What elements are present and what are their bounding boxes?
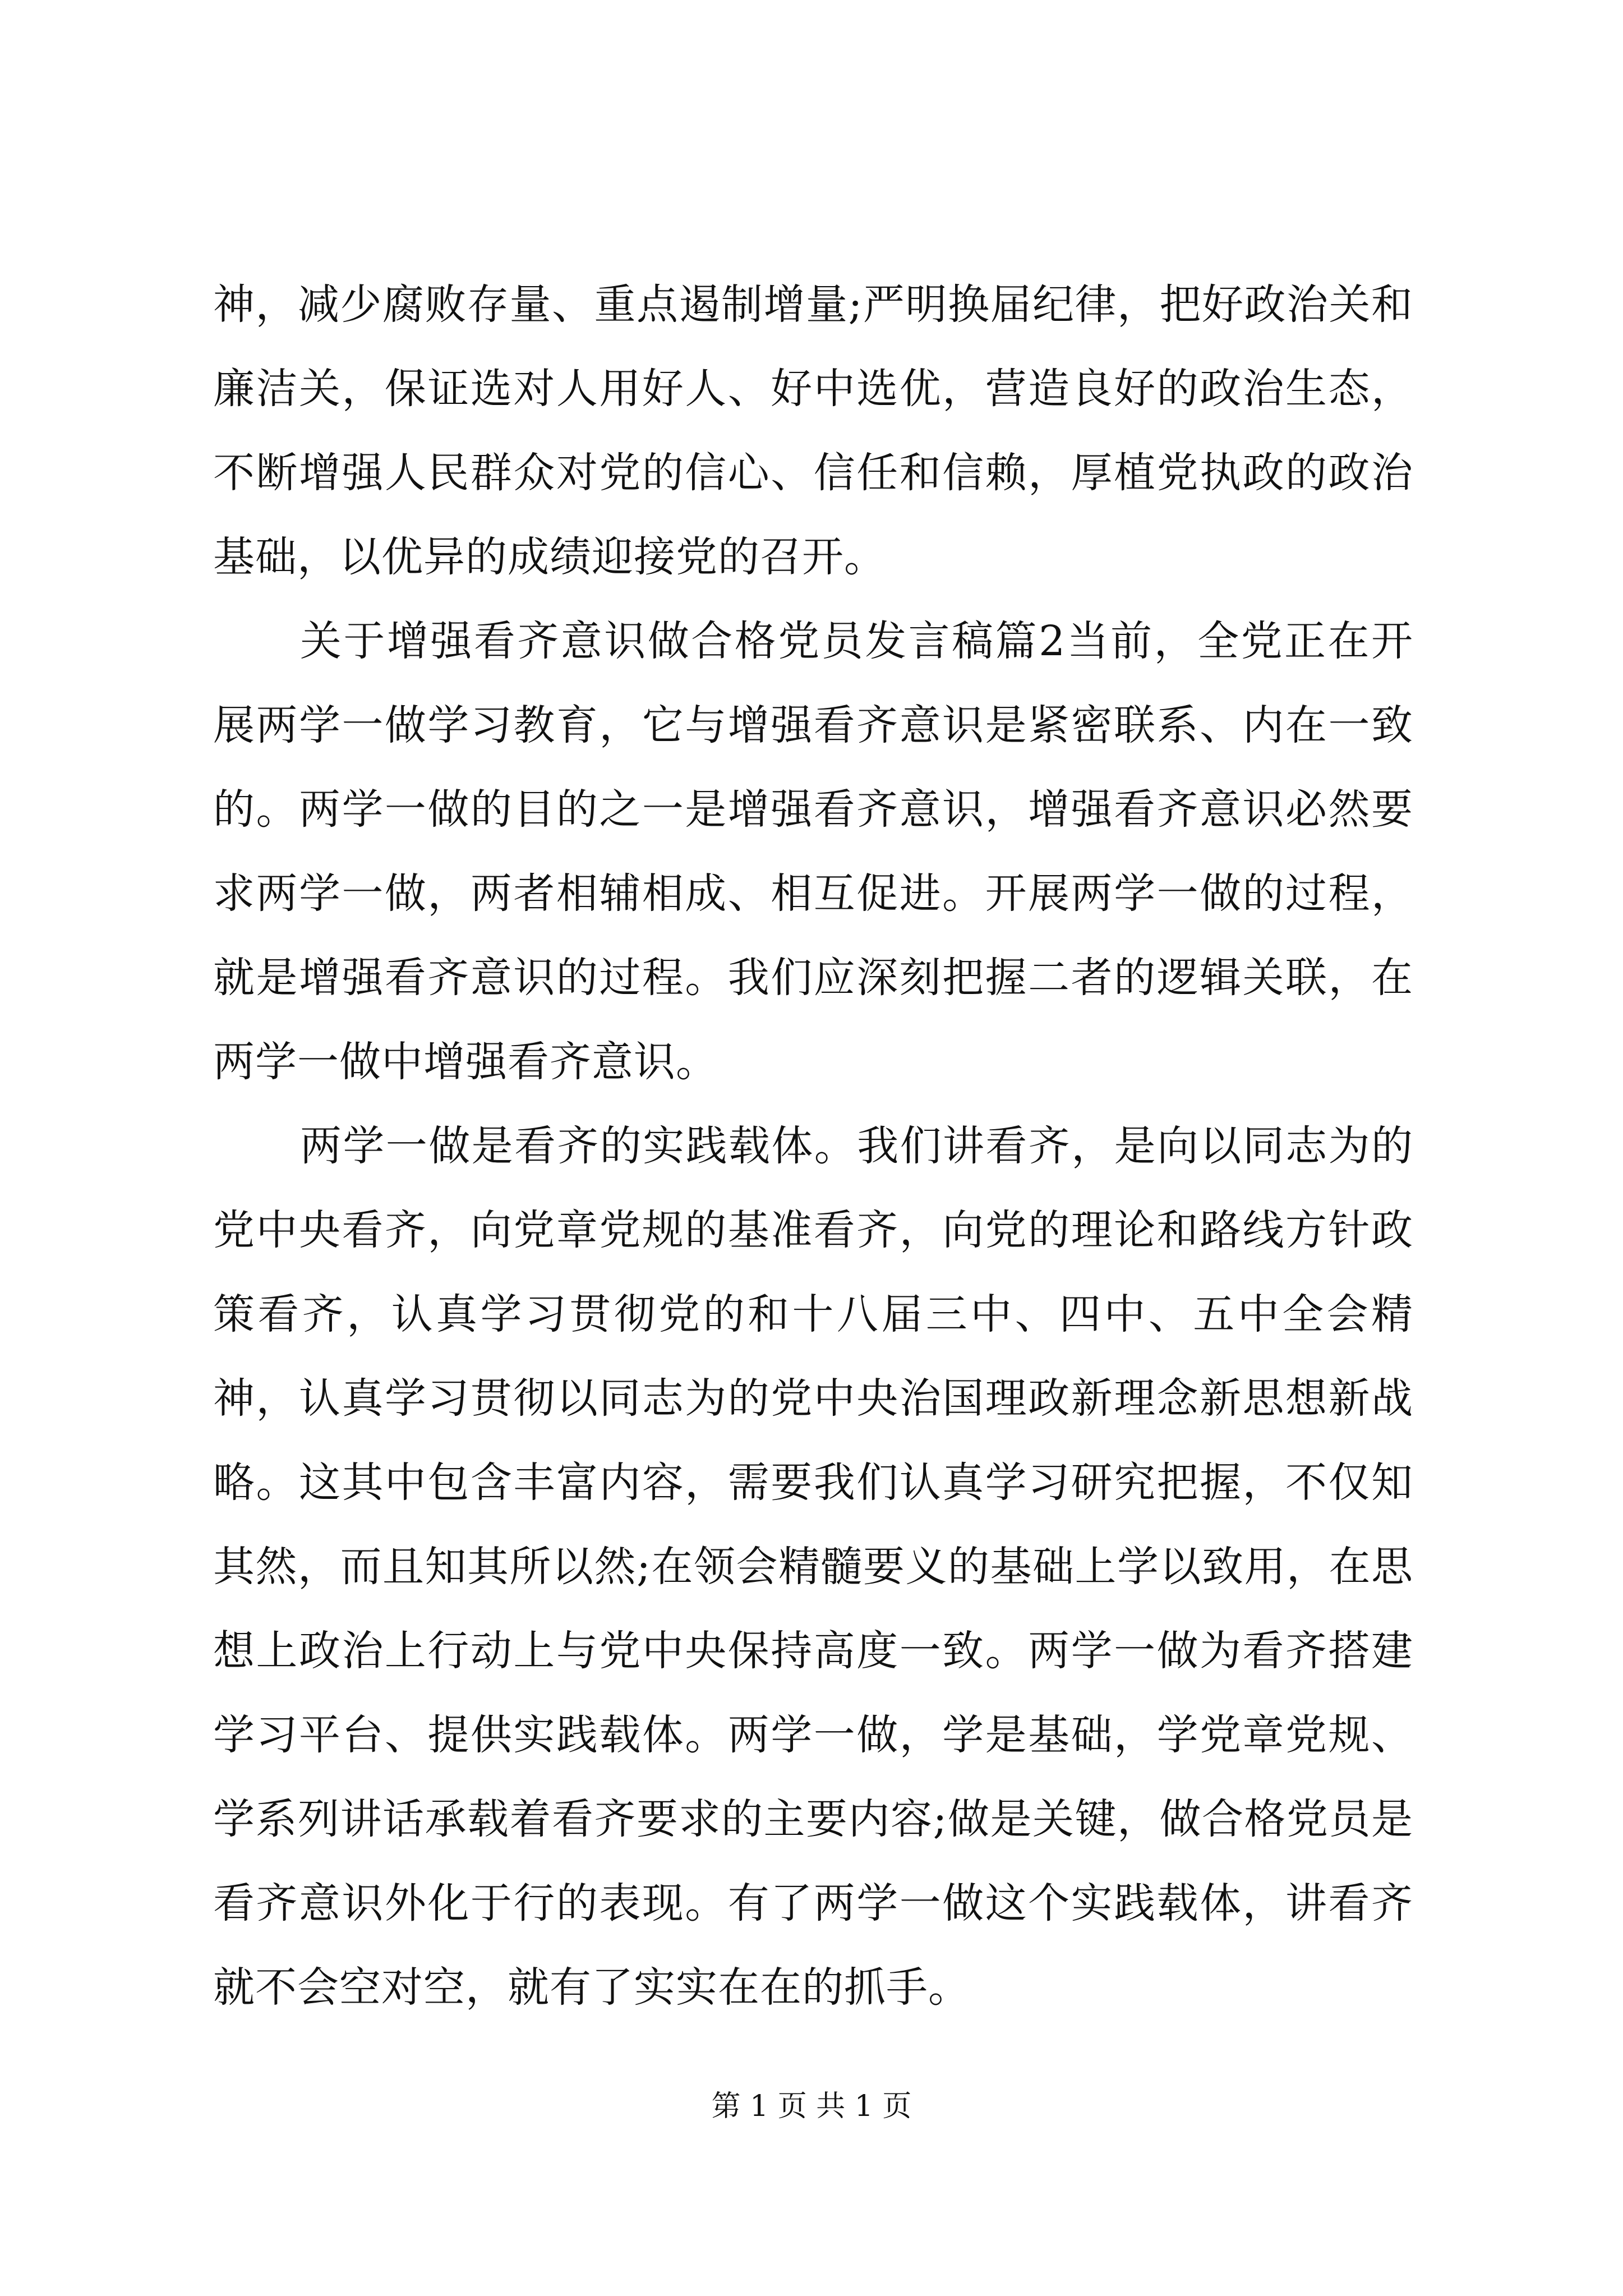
document-body [213, 263, 1413, 2030]
paragraph-2: 关于增强看齐意识做合格党员发言稿篇2当前，全党正在开展两学一做学习教育，它与增强看齐意识是紧密联系、内在一致的。两学一做的目的之一是增强看齐意识，增强看齐意识必然要求两学一做，两者相辅相成、相互促进。开展两学一做的过程，就是增强看齐意识的过程。我们应深刻把握二者的逻辑关联，在两学一做中增强看齐意识。 [213, 617, 1413, 1086]
page-footer: 第 1 页 共 1 页 [711, 2090, 912, 2123]
paragraph-1: 神，减少腐败存量、重点遏制增量;严明换届纪律，把好政治关和廉洁关，保证选对人用好人、好中选优，营造良好的政治生态，不断增强人民群众对党的信心、信任和信赖，厚植党执政的政治基础，以优异的成绩迎接党的召开。 [213, 280, 1413, 581]
paragraph-3: 两学一做是看齐的实践载体。我们讲看齐，是向以同志为的党中央看齐，向党章党规的基准看齐，向党的理论和路线方针政策看齐，认真学习贯彻党的和十八届三中、四中、五中全会精神，认真学习贯彻以同志为的党中央治国理政新理念新思想新战略。这其中包含丰富内容，需要我们认真学习研究把握，不仅知其然，而且知其所以然;在领会精髓要义的基础上学以致用，在思想上政治上行动上与党中央保持高度一致。两学一做为看齐搭建学习平台、提供实践载体。两学一做，学是基础，学党章党规、学系列讲话承载着看齐要求的主要内容;做是关键，做合格党员是看齐意识外化于行的表现。有了两学一做这个实践载体，讲看齐就不会空对空，就有了实实在在的抓手。 [213, 1122, 1413, 2012]
